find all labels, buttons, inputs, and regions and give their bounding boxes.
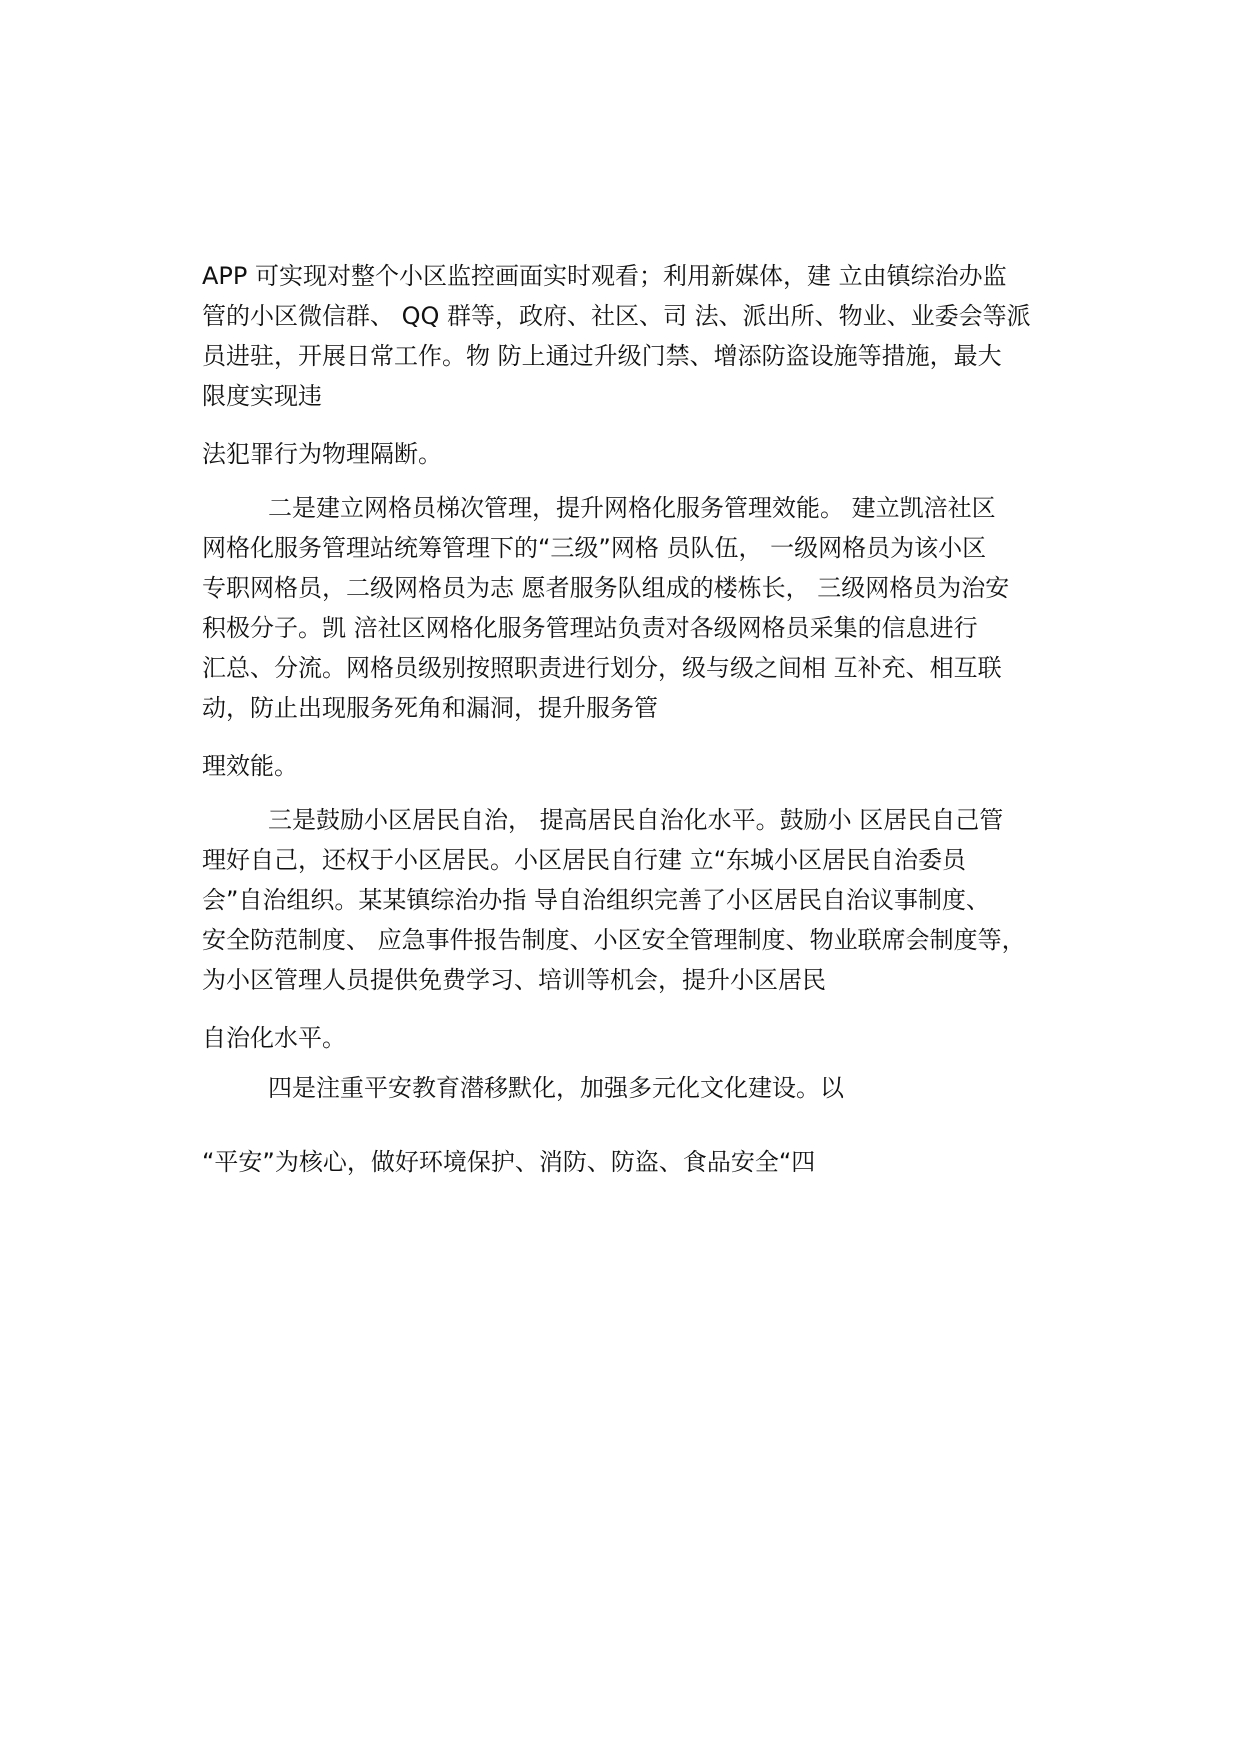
paragraph-line: 限度实现违	[202, 382, 322, 410]
paragraph-line: 积极分子。凯 涪社区网格化服务管理站负责对各级网格员采集的信息进行	[202, 614, 978, 642]
paragraph-line: 员进驻，开展日常工作。物 防上通过升级门禁、增添防盗设施等措施，最大	[202, 342, 1002, 370]
paragraph-line: 为小区管理人员提供免费学习、培训等机会，提升小区居民	[202, 966, 826, 994]
paragraph-2	[202, 488, 1082, 728]
paragraph-line: 动，防止出现服务死角和漏洞，提升服务管	[202, 694, 658, 722]
paragraph-4-continuation	[202, 1142, 1082, 1182]
paragraph-line: 三是鼓励小区居民自治， 提高居民自治化水平。鼓励小 区居民自己管	[268, 806, 1004, 834]
paragraph-line: 自治化水平。	[202, 1024, 346, 1052]
paragraph-line: 法犯罪行为物理隔断。	[202, 440, 442, 468]
paragraph-line: 汇总、分流。网格员级别按照职责进行划分，级与级之间相 互补充、相互联	[202, 654, 1002, 682]
paragraph-line: 四是注重平安教育潜移默化，加强多元化文化建设。以	[268, 1074, 844, 1102]
paragraph-line: 会”自治组织。某某镇综治办指 导自治组织完善了小区居民自治议事制度、	[202, 886, 991, 914]
paragraph-line: “平安”为核心，做好环境保护、消防、防盗、食品安全“四	[202, 1148, 816, 1176]
paragraph-line: 理好自己，还权于小区居民。小区居民自行建 立“东城小区居民自治委员	[202, 846, 967, 874]
paragraph-line: 安全防范制度、 应急事件报告制度、小区安全管理制度、物业联席会制度等，	[202, 926, 1026, 954]
paragraph-line: APP 可实现对整个小区监控画面实时观看；利用新媒体，建 立由镇综治办监	[202, 262, 1007, 290]
paragraph-3-continuation	[202, 1018, 1082, 1058]
paragraph-3	[202, 800, 1082, 1000]
paragraph-line: 二是建立网格员梯次管理，提升网格化服务管理效能。 建立凯涪社区	[268, 494, 996, 522]
paragraph-1	[202, 256, 1082, 416]
paragraph-line: 管的小区微信群、 QQ 群等，政府、社区、司 法、派出所、物业、业委会等派	[202, 302, 1031, 330]
paragraph-2-continuation	[202, 746, 1082, 786]
paragraph-line: 网格化服务管理站统筹管理下的“三级”网格 员队伍， 一级网格员为该小区	[202, 534, 987, 562]
paragraph-4	[202, 1068, 1082, 1108]
paragraph-1-continuation	[202, 434, 1082, 474]
paragraph-line: 专职网格员，二级网格员为志 愿者服务队组成的楼栋长， 三级网格员为治安	[202, 574, 1010, 602]
paragraph-line: 理效能。	[202, 752, 298, 780]
